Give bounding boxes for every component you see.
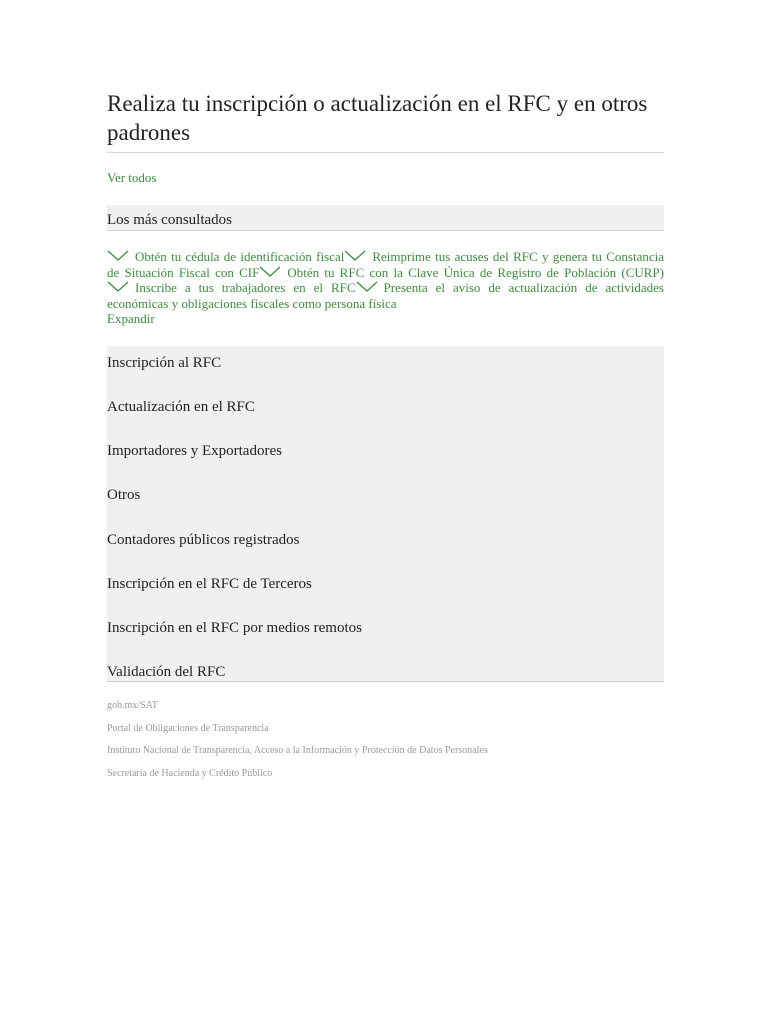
chevron-down-icon bbox=[344, 250, 366, 261]
accordion-item-contadores[interactable]: Contadores públicos registrados bbox=[107, 532, 300, 548]
footer-link-gob-sat[interactable]: gob.mx/SAT bbox=[107, 700, 158, 711]
title-divider bbox=[107, 152, 664, 153]
accordion-item-validacion[interactable]: Validación del RFC bbox=[107, 664, 226, 680]
accordion bbox=[107, 346, 664, 682]
accordion-item-medios-remotos[interactable]: Inscripción en el RFC por medios remotos bbox=[107, 620, 362, 636]
link-aviso-actualizacion[interactable]: Presenta el aviso de actualización de actividades económicas y obligaciones fiscales como persona física bbox=[107, 280, 664, 311]
footer-link-inai[interactable]: Instituto Nacional de Transparencia, Acceso a la Información y Protección de Datos Personales bbox=[107, 745, 488, 757]
expand-link[interactable]: Expandir bbox=[107, 311, 155, 326]
view-all-link[interactable]: Ver todos bbox=[107, 170, 157, 185]
most-consulted-heading: Los más consultados bbox=[107, 212, 232, 228]
accordion-item-importadores[interactable]: Importadores y Exportadores bbox=[107, 443, 282, 459]
chevron-down-icon bbox=[356, 281, 378, 292]
most-consulted-header[interactable] bbox=[107, 205, 664, 231]
link-rfc-curp[interactable]: Obtén tu RFC con la Clave Única de Registro de Población (CURP) bbox=[287, 264, 664, 280]
most-consulted-links bbox=[107, 249, 664, 327]
footer-link-shcp[interactable]: Secretaría de Hacienda y Crédito Público bbox=[107, 768, 273, 780]
page-title: Realiza tu inscripción o actualización en el RFC y en otros padrones bbox=[107, 91, 648, 145]
accordion-item-actualizacion[interactable]: Actualización en el RFC bbox=[107, 399, 255, 415]
accordion-item-inscripcion[interactable]: Inscripción al RFC bbox=[107, 355, 222, 371]
footer-links bbox=[107, 700, 664, 791]
accordion-item-otros[interactable]: Otros bbox=[107, 487, 141, 503]
link-inscribe-trabajadores[interactable]: Inscribe a tus trabajadores en el RFC bbox=[135, 280, 356, 295]
chevron-down-icon bbox=[107, 281, 129, 292]
accordion-item-terceros[interactable]: Inscripción en el RFC de Terceros bbox=[107, 576, 312, 592]
link-cedula[interactable]: Obtén tu cédula de identificación fiscal bbox=[135, 249, 345, 264]
footer-link-transparencia[interactable]: Portal de Obligaciones de Transparencia bbox=[107, 722, 269, 734]
chevron-down-icon bbox=[107, 250, 129, 261]
chevron-down-icon bbox=[259, 266, 281, 277]
link-reimprime-acuses[interactable]: Reimprime tus acuses del RFC y genera tu Constancia de Situación Fiscal con CIF bbox=[107, 249, 664, 280]
